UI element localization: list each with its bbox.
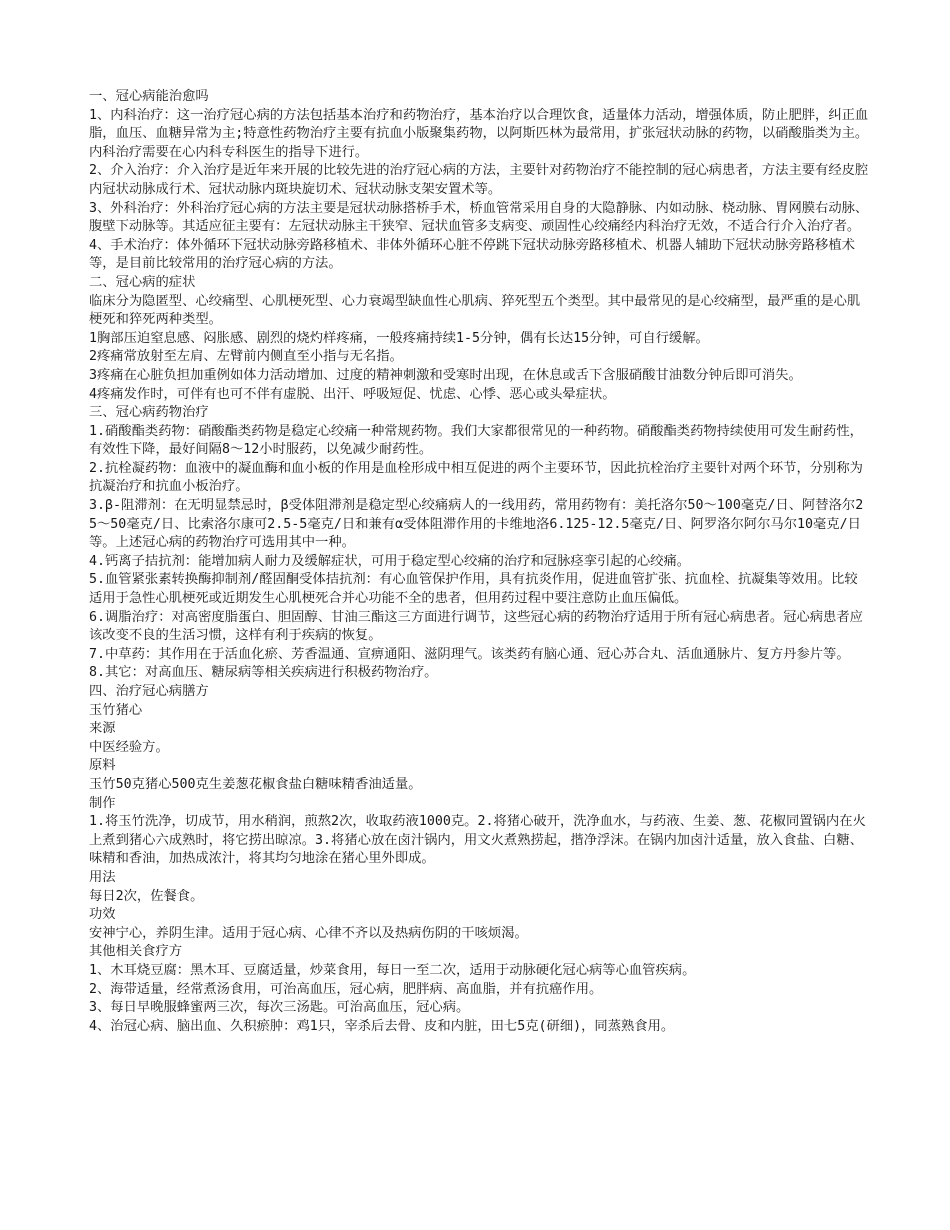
paragraph: 中医经验方。 bbox=[89, 739, 169, 755]
paragraph: 3疼痛在心脏负担加重例如体力活动增加、过度的精神刺激和受寒时出现，在休息或舌下含服硝酸甘油数分钟后即可消失。 bbox=[89, 367, 802, 383]
paragraph: 4、治冠心病、脑出血、久积瘀肿：鸡1只，宰杀后去骨、皮和内脏，田七5克(研细)，同蒸熟食用。 bbox=[89, 1018, 675, 1034]
recipe-label: 用法 bbox=[89, 869, 116, 885]
recipe-label: 来源 bbox=[89, 721, 116, 737]
paragraph: 3.β-阻滞剂：在无明显禁忌时，β受体阻滞剂是稳定型心绞痛病人的一线用药，常用药物有：美托洛尔50～100毫克/日、阿替洛尔25～50毫克/日、比索洛尔康可2.5-5毫克/日和兼有α受体阻滞作用的卡维地洛6.125-12.5毫克/日、阿罗洛尔阿尔马尔10毫克/日等。上述冠心病的药物治疗可选用其中一种。 bbox=[89, 498, 864, 551]
paragraph: 4疼痛发作时，可伴有也可不伴有虚脱、出汗、呼吸短促、忧虑、心悸、恶心或头晕症状。 bbox=[89, 386, 616, 402]
paragraph: 1、木耳烧豆腐：黑木耳、豆腐适量，炒菜食用，每日一至二次，适用于动脉硬化冠心病等心血管疾病。 bbox=[89, 962, 696, 978]
paragraph: 4、手术治疗：体外循环下冠状动脉旁路移植术、非体外循环心脏不停跳下冠状动脉旁路移植术、机器人辅助下冠状动脉旁路移植术等，是目前比较常用的治疗冠心病的方法。 bbox=[89, 237, 855, 272]
recipe-label: 其他相关食疗方 bbox=[89, 944, 183, 960]
recipe-label: 制作 bbox=[89, 795, 116, 811]
paragraph: 8.其它：对高血压、糖尿病等相关疾病进行积极药物治疗。 bbox=[89, 665, 438, 681]
paragraph: 3、外科治疗：外科治疗冠心病的方法主要是冠状动脉搭桥手术，桥血管常采用自身的大隐静脉、内如动脉、桡动脉、胃网膜右动脉、腹壁下动脉等。其适应征主要有：左冠状动脉主干狭窄、冠状血管多支病变、顽固性心绞痛经内科治疗无效，不适合行介入治疗者。 bbox=[89, 200, 869, 235]
paragraph: 1.硝酸酯类药物：硝酸酯类药物是稳定心绞痛一种常规药物。我们大家都很常见的一种药物。硝酸酯类药物持续使用可发生耐药性，有效性下降，最好间隔8～12小时服药，以免减少耐药性。 bbox=[89, 423, 863, 458]
paragraph: 2、介入治疗：介入治疗是近年来开展的比较先进的治疗冠心病的方法，主要针对药物治疗不能控制的冠心病患者，方法主要有经皮腔内冠状动脉成行术、冠状动脉内斑块旋切术、冠状动脉支架安置术等。 bbox=[89, 163, 869, 197]
recipe-label: 功效 bbox=[89, 907, 116, 923]
paragraph: 4.钙离子拮抗剂：能增加病人耐力及缓解症状，可用于稳定型心绞痛的治疗和冠脉痉挛引起的心绞痛。 bbox=[89, 553, 691, 569]
paragraph: 5.血管紧张素转换酶抑制剂/醛固酮受体拮抗剂：有心血管保护作用，具有抗炎作用，促进血管扩张、抗血栓、抗凝集等效用。比较适用于急性心肌梗死或近期发生心肌梗死合并心功能不全的患者，但用药过程中要注意防止血压偏低。 bbox=[89, 572, 858, 607]
paragraph: 玉竹50克猪心500克生姜葱花椒食盐白糖味精香油适量。 bbox=[89, 776, 422, 792]
paragraph: 2、海带适量，经常煮汤食用，可治高血压，冠心病，肥胖病、高血脂，并有抗癌作用。 bbox=[89, 981, 603, 997]
section-heading-symptoms: 二、冠心病的症状 bbox=[89, 274, 196, 290]
paragraph: 安神宁心，养阴生津。适用于冠心病、心律不齐以及热病伤阴的干咳烦渴。 bbox=[89, 925, 528, 941]
recipe-label: 原料 bbox=[89, 758, 116, 774]
section-heading-drugs: 三、冠心病药物治疗 bbox=[89, 405, 209, 421]
paragraph: 2疼痛常放射至左肩、左臂前内侧直至小指与无名指。 bbox=[89, 349, 403, 365]
paragraph: 每日2次，佐餐食。 bbox=[89, 888, 204, 904]
section-heading-cure: 一、冠心病能治愈吗 bbox=[89, 89, 209, 104]
paragraph: 1、内科治疗：这一治疗冠心病的方法包括基本治疗和药物治疗，基本治疗以合理饮食，适量体力活动，增强体质，防止肥胖，纠正血脂，血压、血糖异常为主;特意性药物治疗主要有抗血小版聚集药物，以阿斯匹林为最常用，扩张冠状动脉的药物，以硝酸脂类为主。内科治疗需要在心内科专科医生的指导下进行。 bbox=[89, 107, 869, 160]
paragraph: 1.将玉竹洗净，切成节，用水稍润，煎熬2次，收取药液1000克。2.将猪心破开，洗净血水，与药液、生姜、葱、花椒同置锅内在火上煮到猪心六成熟时，将它捞出晾凉。3.将猪心放在卤汁锅内，用文火煮熟捞起，揩净浮沫。在锅内加卤汁适量，放入食盐、白糖、味精和香油，加热成浓汁，将其均匀地涂在猪心里外即成。 bbox=[89, 814, 866, 867]
paragraph: 2.抗栓凝药物：血液中的凝血酶和血小板的作用是血栓形成中相互促进的两个主要环节，因此抗栓治疗主要针对两个环节，分别称为抗凝治疗和抗血小板治疗。 bbox=[89, 460, 863, 495]
paragraph: 1胸部压迫窒息感、闷胀感、剧烈的烧灼样疼痛，一般疼痛持续1-5分钟，偶有长达15分钟，可自行缓解。 bbox=[89, 330, 709, 346]
recipe-title: 玉竹猪心 bbox=[89, 702, 143, 718]
paragraph: 7.中草药：其作用在于活血化瘀、芳香温通、宣痹通阳、滋阴理气。该类药有脑心通、冠心苏合丸、活血通脉片、复方丹参片等。 bbox=[89, 646, 850, 662]
paragraph: 临床分为隐匿型、心绞痛型、心肌梗死型、心力衰竭型缺血性心肌病、猝死型五个类型。其中最常见的是心绞痛型，最严重的是心肌梗死和猝死两种类型。 bbox=[89, 293, 861, 328]
paragraph: 3、每日早晚服蜂蜜两三次，每次三汤匙。可治高血压，冠心病。 bbox=[89, 1000, 470, 1016]
paragraph: 6.调脂治疗：对高密度脂蛋白、胆固醇、甘油三酯这三方面进行调节，这些冠心病的药物治疗适用于所有冠心病患者。冠心病患者应该改变不良的生活习惯，这样有利于疾病的恢复。 bbox=[89, 609, 863, 644]
document-body bbox=[89, 88, 869, 1036]
section-heading-diet: 四、治疗冠心病膳方 bbox=[89, 684, 209, 699]
